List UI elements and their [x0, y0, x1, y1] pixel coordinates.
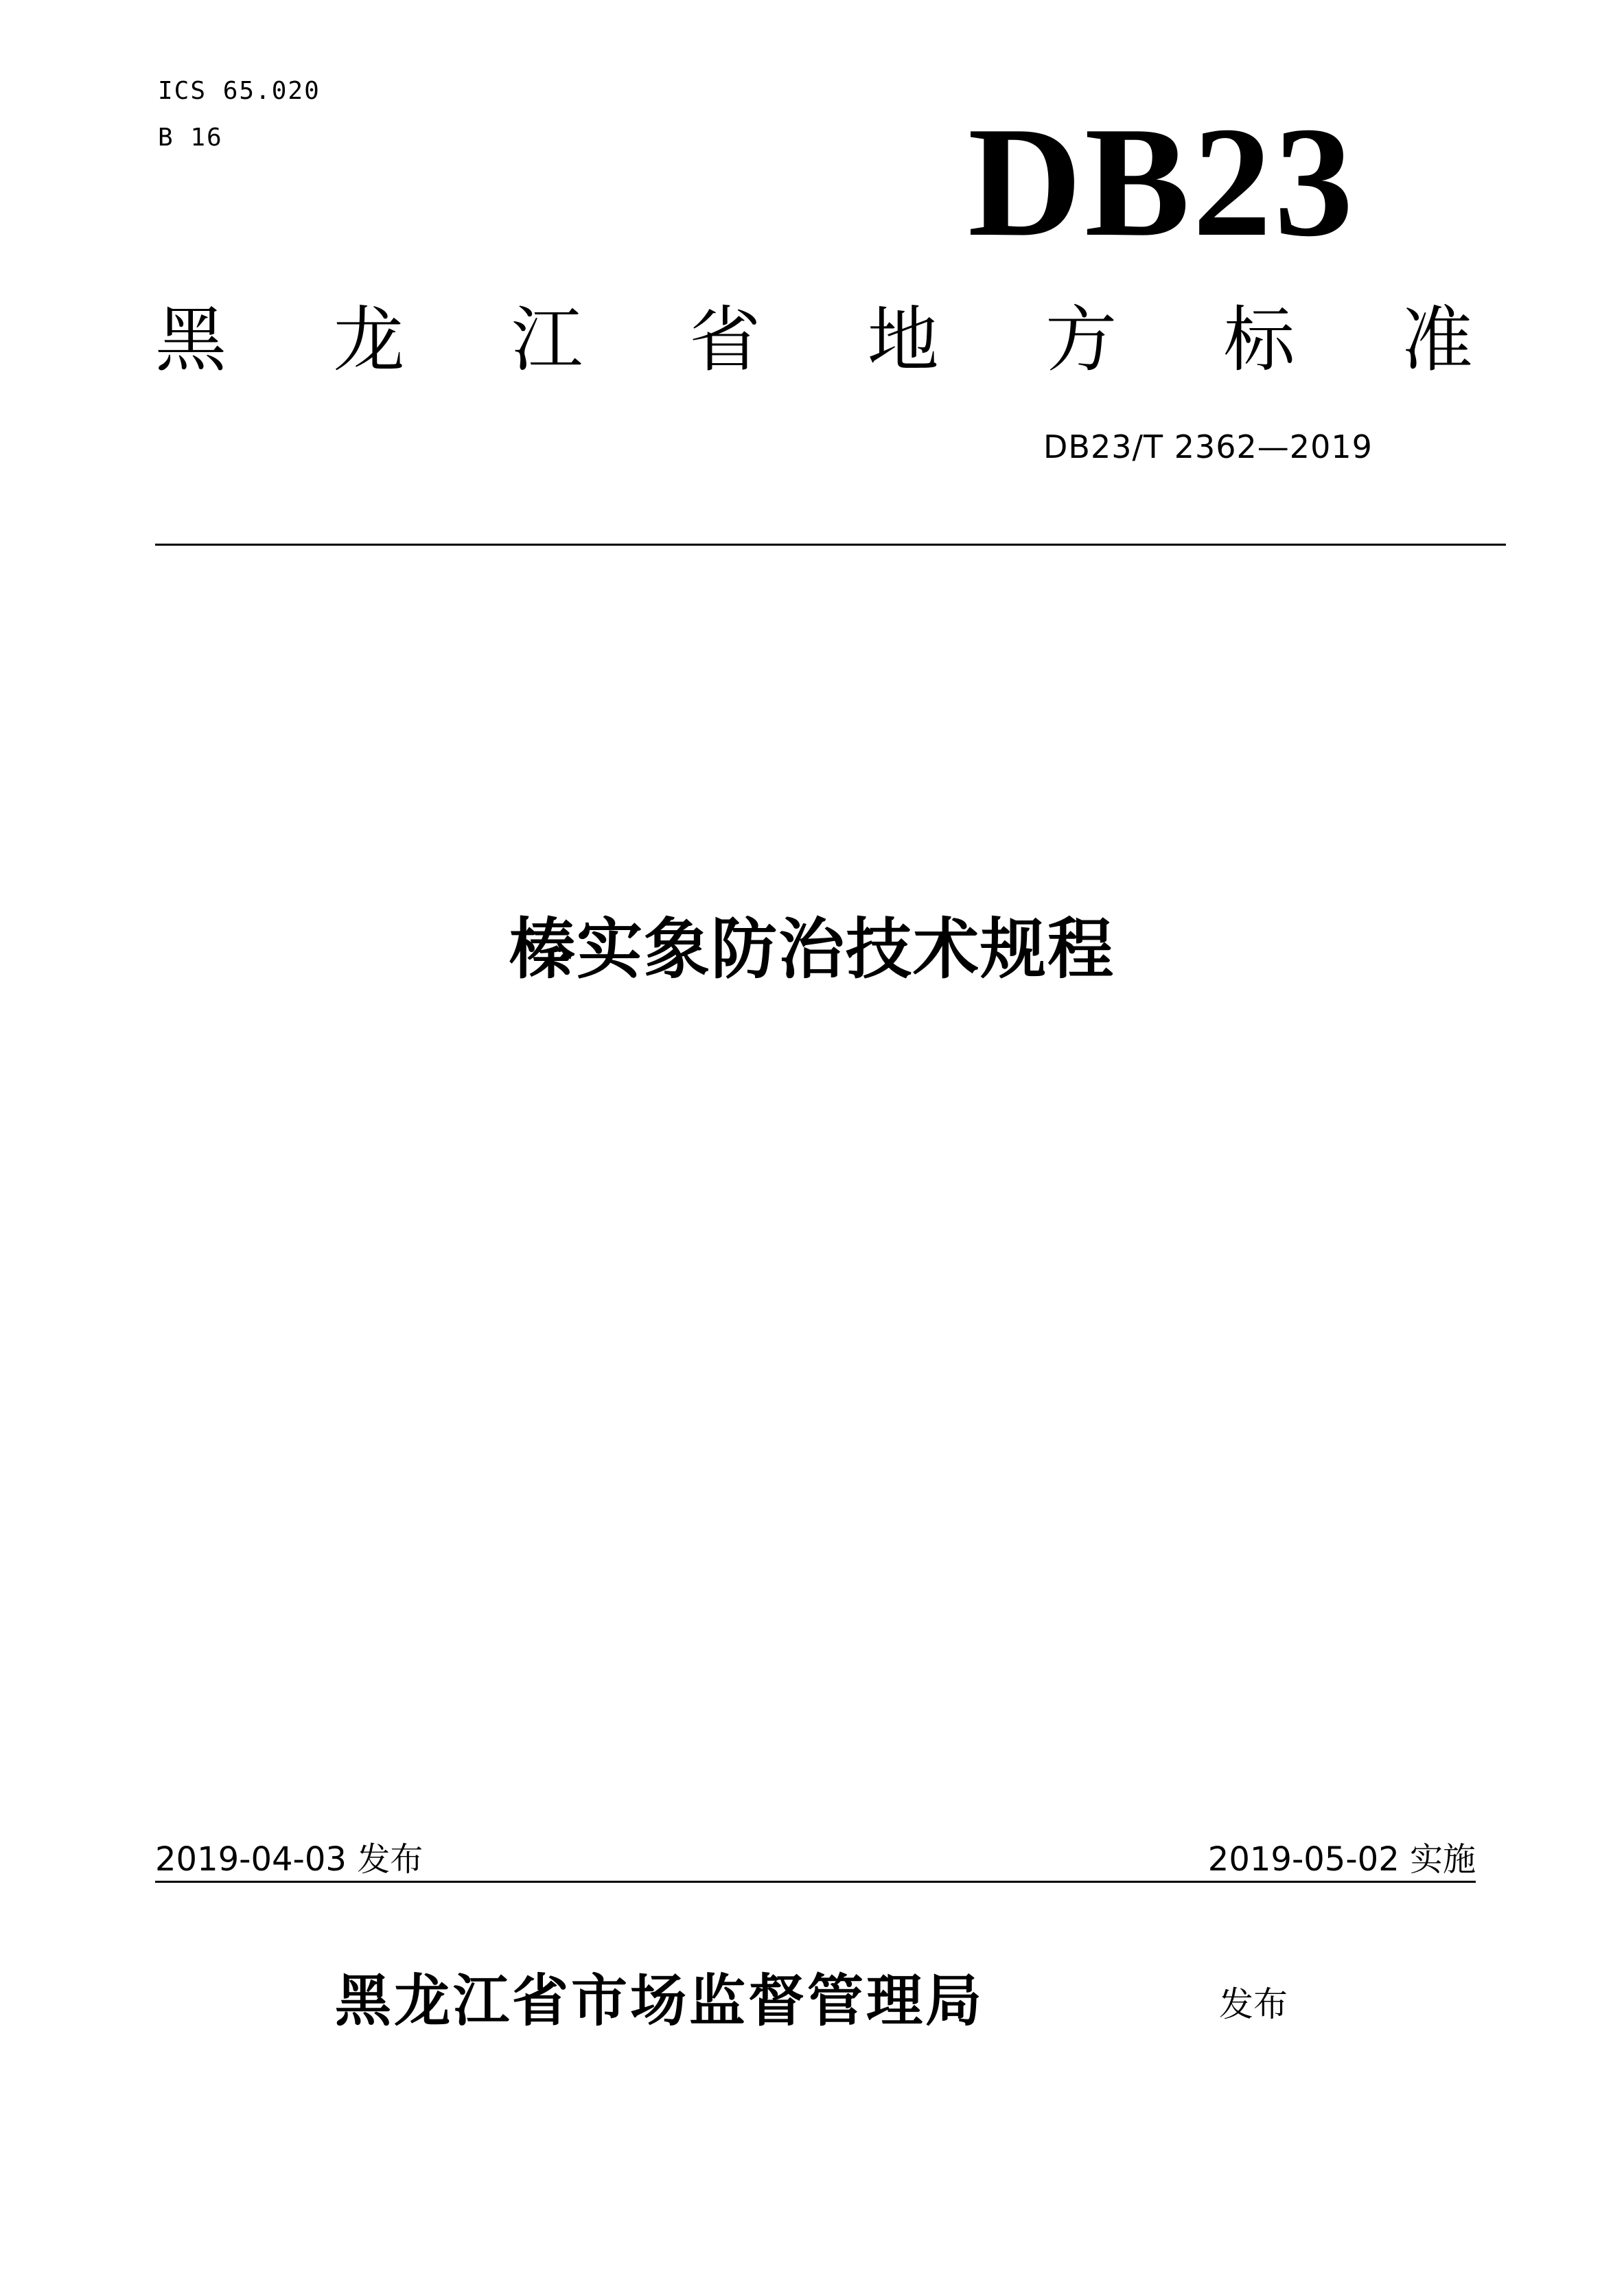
heading-char: 江	[511, 298, 583, 382]
ics-code: ICS 65.020	[158, 77, 321, 105]
effective-date: 2019-05-02 实施	[1207, 1840, 1476, 1879]
heading-char: 准	[1401, 298, 1473, 382]
document-title: 榛实象防治技术规程	[509, 911, 1115, 988]
standard-logo: DB23	[968, 94, 1356, 269]
ccs-code: B 16	[158, 124, 223, 152]
issuing-authority: 黑龙江省市场监督管理局	[335, 1968, 985, 2034]
publish-date: 2019-04-03 发布	[155, 1840, 424, 1879]
issuer-suffix: 发布	[1219, 1984, 1288, 2024]
heading-char: 标	[1223, 298, 1295, 382]
header-divider	[155, 544, 1506, 546]
document-number: DB23/T 2362—2019	[1043, 428, 1373, 465]
heading-char: 方	[1045, 298, 1117, 382]
heading-char: 黑	[155, 298, 227, 382]
heading-char: 省	[689, 298, 761, 382]
heading-char: 地	[867, 298, 939, 382]
heading-char: 龙	[333, 298, 405, 382]
standard-heading	[155, 295, 1473, 384]
footer-divider	[155, 1881, 1476, 1883]
